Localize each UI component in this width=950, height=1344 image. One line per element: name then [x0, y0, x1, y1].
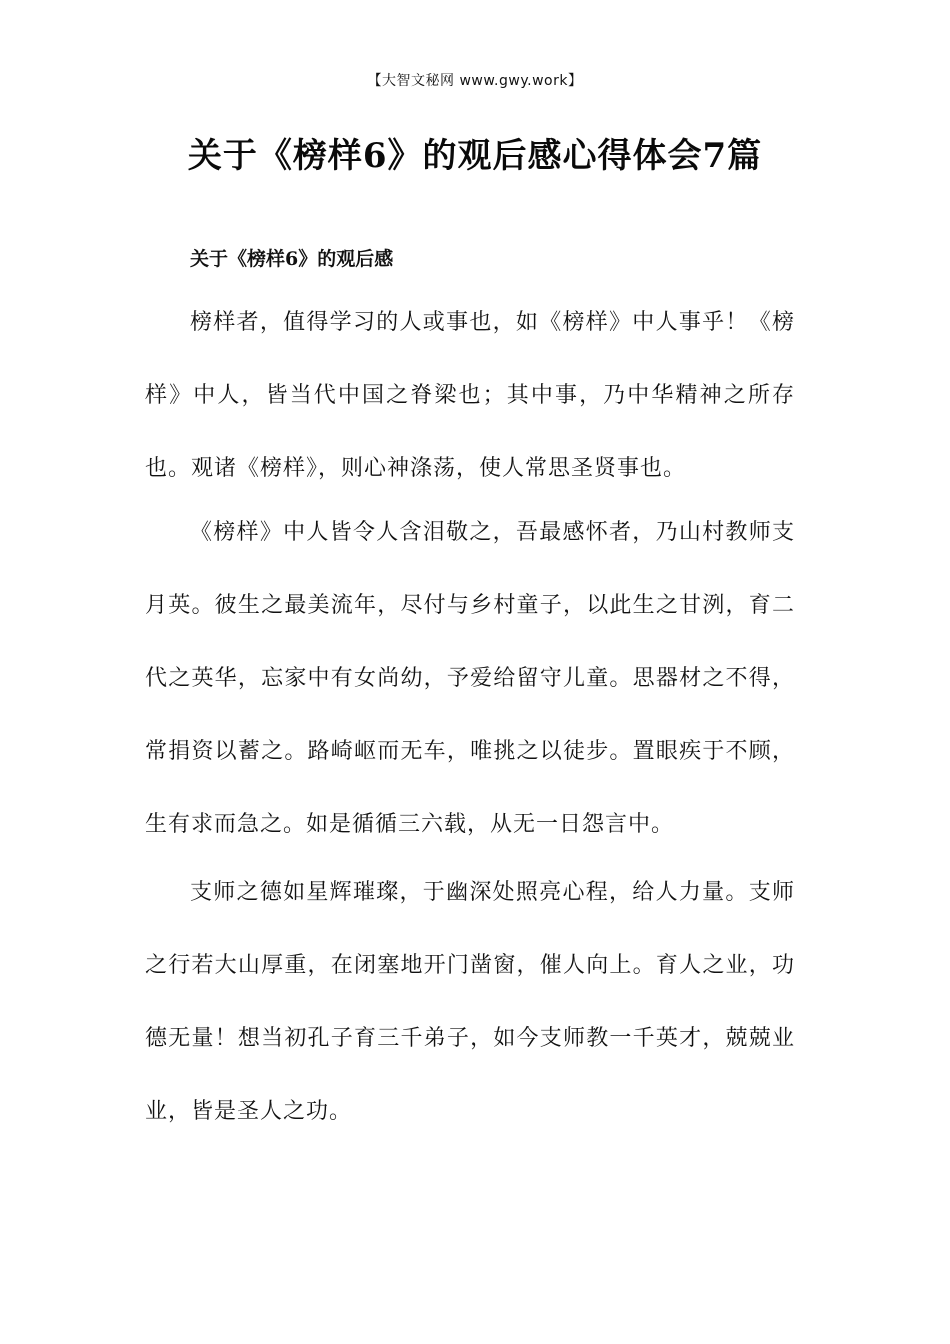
- paragraph: 支师之德如星辉璀璨，于幽深处照亮心程，给人力量。支师之行若大山厚重，在闭塞地开门凿窗，催人向上。育人之业，功德无量！想当初孔子育三千弟子，如今支师教一千英才，兢兢业业，皆是圣人之功。: [145, 880, 795, 1124]
- section-heading: 关于《榜样6》的观后感: [190, 248, 394, 270]
- paragraph: 《榜样》中人皆令人含泪敬之，吾最感怀者，乃山村教师支月英。彼生之最美流年，尽付与乡村童子，以此生之甘洌，育二代之英华，忘家中有女尚幼，予爱给留守儿童。思器材之不得，常捐资以蓄之。路崎岖而无车，唯挑之以徒步。置眼疾于不顾，生有求而急之。如是循循三六载，从无一日怨言中。: [145, 520, 795, 837]
- document-title: 关于《榜样6》的观后感心得体会7篇: [187, 136, 763, 176]
- paragraph: 榜样者，值得学习的人或事也，如《榜样》中人事乎！《榜样》中人，皆当代中国之脊梁也；其中事，乃中华精神之所存也。观诸《榜样》，则心神涤荡，使人常思圣贤事也。: [145, 310, 795, 481]
- header-note: 【大智文秘网 www.gwy.work】: [367, 73, 583, 89]
